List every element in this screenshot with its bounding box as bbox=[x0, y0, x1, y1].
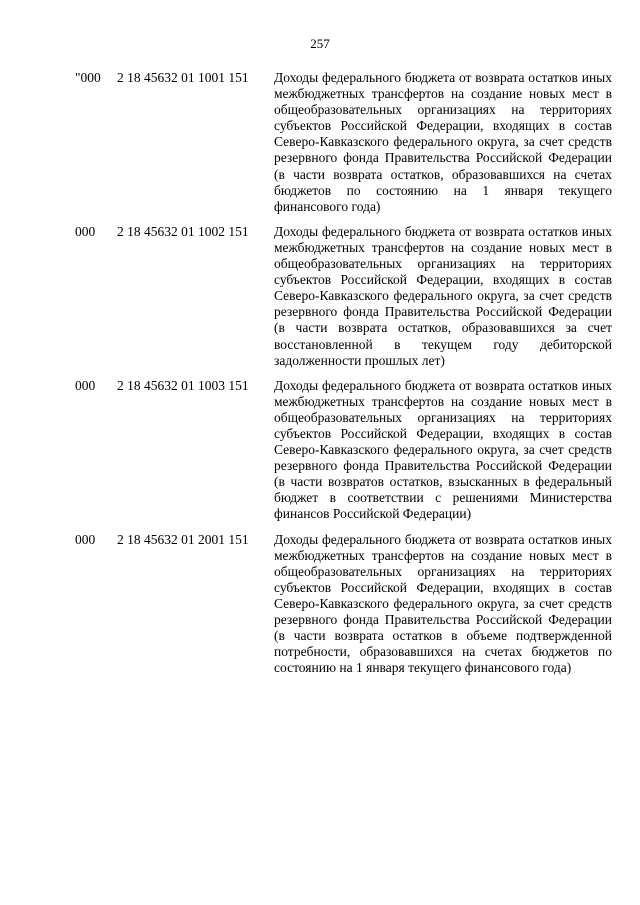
income-description: Доходы федерального бюджета от возврата остатков иных межбюджетных трансфертов на создание новых мест в общеобразовательных организациях на территориях субъектов Российской Федерации, входящих в состав Северо-Кавказского федерального округа, за счет средств резервного фонда Правительства Российской Федерации (в части возврата остатков, образовавшихся на счетах бюджетов по состоянию на 1 января текущего финансового года) bbox=[274, 70, 612, 214]
budget-code-list bbox=[0, 70, 640, 685]
budget-code-entry bbox=[0, 70, 640, 215]
budget-code-entry bbox=[0, 378, 640, 523]
admin-code: "000 bbox=[75, 70, 101, 85]
budget-code-entry bbox=[0, 532, 640, 677]
income-description: Доходы федерального бюджета от возврата остатков иных межбюджетных трансфертов на создание новых мест в общеобразовательных организациях на территориях субъектов Российской Федерации, входящих в состав Северо-Кавказского федерального округа, за счет средств резервного фонда Правительства Российской Федерации (в части возвратов остатков, взысканных в федеральный бюджет в соответствии с решениями Министерства финансов Российской Федерации) bbox=[274, 377, 612, 522]
budget-classification-code: 2 18 45632 01 2001 151 bbox=[117, 531, 249, 547]
page-number: 257 bbox=[310, 36, 330, 51]
budget-classification-code: 2 18 45632 01 1002 151 bbox=[117, 223, 249, 239]
budget-classification-code: 2 18 45632 01 1003 151 bbox=[117, 377, 249, 393]
budget-code-entry bbox=[0, 224, 640, 369]
budget-classification-code: 2 18 45632 01 1001 151 bbox=[117, 70, 249, 85]
income-description: Доходы федерального бюджета от возврата остатков иных межбюджетных трансфертов на создание новых мест в общеобразовательных организациях на территориях субъектов Российской Федерации, входящих в состав Северо-Кавказского федерального округа, за счет средств резервного фонда Правительства Российской Федерации (в части возврата остатков в объеме подтвержденной потребности, образовавшихся на счетах бюджетов по состоянию на 1 января текущего финансового года) bbox=[274, 531, 612, 676]
admin-code: 000 bbox=[75, 377, 96, 393]
income-description: Доходы федерального бюджета от возврата остатков иных межбюджетных трансфертов на создание новых мест в общеобразовательных организациях на территориях субъектов Российской Федерации, входящих в состав Северо-Кавказского федерального округа, за счет средств резервного фонда Правительства Российской Федерации (в части возврата остатков, образовавшихся за счет восстановленной в текущем году дебиторской задолженности прошлых лет) bbox=[274, 223, 612, 368]
admin-code: 000 bbox=[75, 531, 96, 547]
admin-code: 000 bbox=[75, 223, 96, 239]
